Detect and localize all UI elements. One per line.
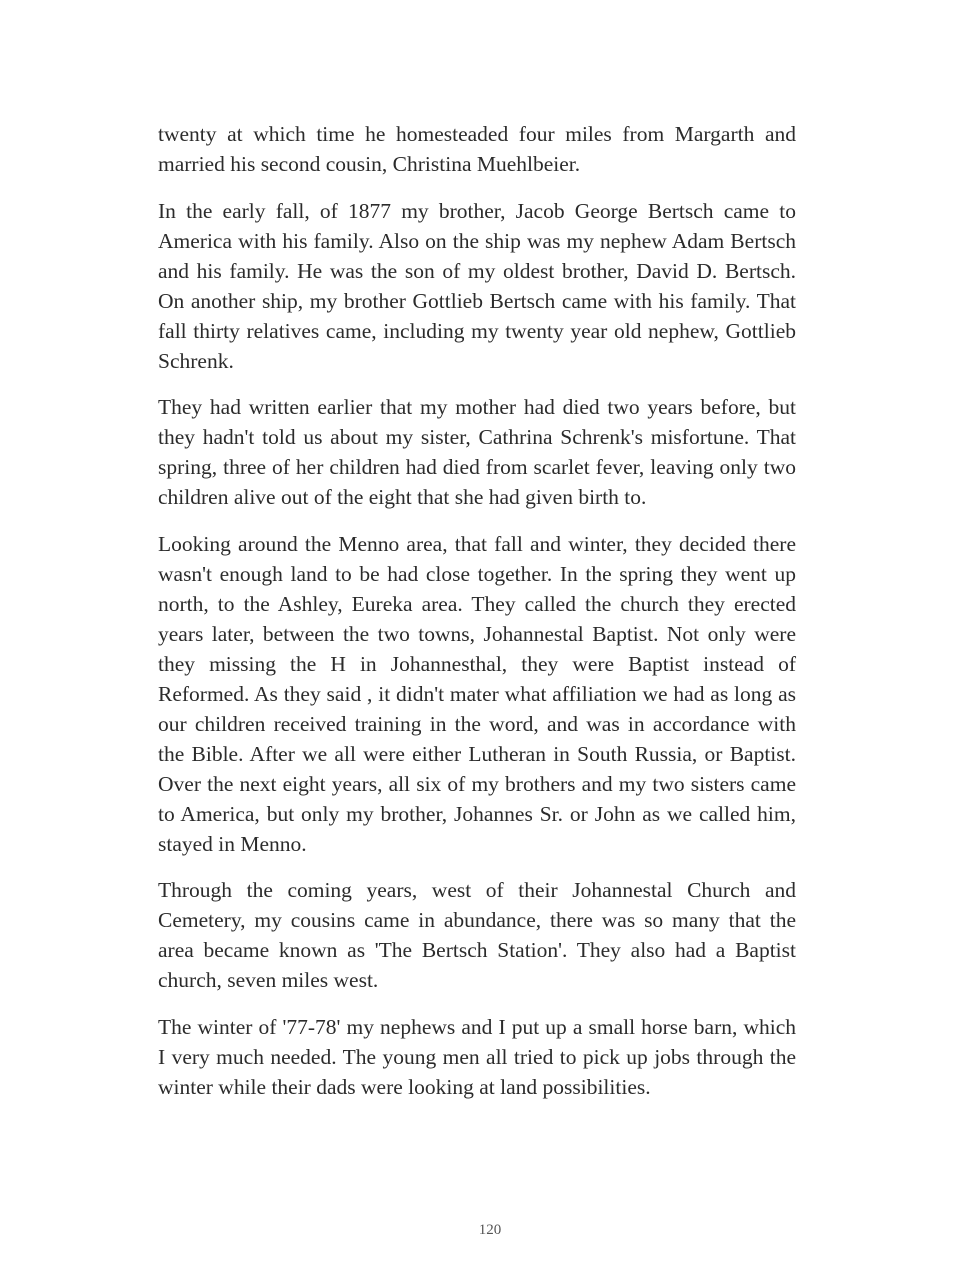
paragraph-3: They had written earlier that my mother had died two years before, but they hadn't told us about my sister, Cathrina Schrenk's misfortune. That spring, three of her children had died from scarlet fever, leaving only two children alive out of the eight that she had given birth to. (158, 395, 796, 509)
body-text (158, 119, 796, 1118)
page-number: 120 (478, 1222, 502, 1238)
paragraph-2: In the early fall, of 1877 my brother, Jacob George Bertsch came to America with his family. Also on the ship was my nephew Adam Bertsch and his family. He was the son of my oldest brother, David D. Bertsch. On another ship, my brother Gottlieb Bertsch came with his family. That fall thirty relatives came, including my twenty year old nephew, Gottlieb Schrenk. (158, 198, 796, 373)
paragraph-4: Looking around the Menno area, that fall and winter, they decided there wasn't enough land to be had close together. In the spring they went up north, to the Ashley, Eureka area. They called the church they erected years later, between the two towns, Johannestal Baptist. Not only were they missing the H in Johannesthal, they were Baptist instead of Reformed. As they said , it didn't mater what affiliation we had as long as our children received training in the word, and was in accordance with the Bible. After we all were either Lutheran in South Russia, or Baptist. Over the next eight years, all six of my brothers and my two sisters came to America, but only my brother, Johannes Sr. or John as we called him, stayed in Menno. (158, 531, 796, 856)
paragraph-5: Through the coming years, west of their Johannestal Church and Cemetery, my cousins came in abundance, there was so many that the area became known as 'The Bertsch Station'. They also had a Baptist church, seven miles west. (158, 878, 796, 992)
paragraph-6: The winter of '77-78' my nephews and I put up a small horse barn, which I very much needed. The young men all tried to pick up jobs through the winter while their dads were looking at land possibilities. (158, 1014, 796, 1099)
paragraph-1: twenty at which time he homesteaded four miles from Margarth and married his second cousin, Christina Muehlbeier. (158, 122, 796, 176)
